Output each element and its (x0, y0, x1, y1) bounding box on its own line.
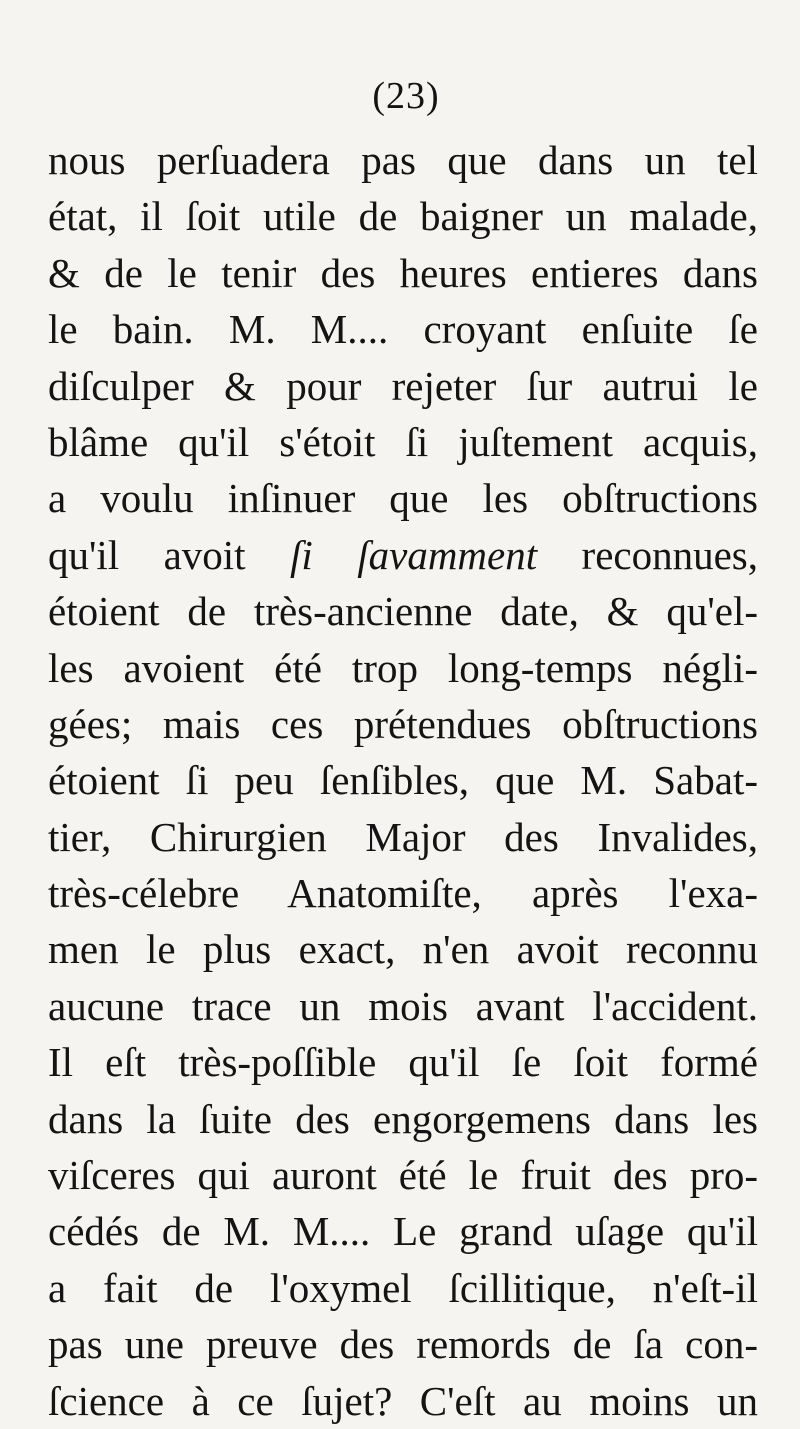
text-line: Il eſt très-poſſible qu'il ſe ſoit formé (48, 1039, 758, 1086)
text-line: gées; mais ces prétendues obſtructions (48, 700, 758, 747)
text-line: viſceres qui auront été le fruit des pro- (48, 1152, 758, 1199)
text-line: étoient de très-ancienne date, & qu'el- (48, 588, 758, 635)
text-line-with-italic (48, 527, 758, 583)
text-line: a voulu inſinuer que les obſtructions (48, 475, 758, 522)
text-line: nous perſuadera pas que dans un tel (48, 137, 758, 183)
text-line: & de le tenir des heures entieres dans (48, 249, 758, 296)
line-segment: qu'il avoit (48, 531, 291, 578)
italic-phrase: ſi ſavamment (290, 531, 538, 578)
text-line: tier, Chirurgien Major des Invalides, (48, 813, 758, 860)
text-line: état, il ſoit utile de baigner un malade, (48, 193, 758, 240)
text-line: dans la ſuite des engorgemens dans les (48, 1095, 758, 1142)
text-line: aucune trace un mois avant l'accident. (48, 982, 758, 1029)
text-line: blâme qu'il s'étoit ſi juſtement acquis, (48, 418, 758, 465)
text-line: étoient ſi peu ſenſibles, que M. Sabat- (48, 757, 758, 804)
text-line: cédés de M. M.... Le grand uſage qu'il (48, 1208, 758, 1255)
page-number: (23) (372, 75, 440, 117)
text-line: très-célebre Anatomiſte, après l'exa- (48, 870, 758, 917)
text-line: pas une preuve des remords de ſa con- (48, 1321, 758, 1368)
text-line: a fait de l'oxymel ſcillitique, n'eſt-il (48, 1264, 758, 1311)
text-line: diſculper & pour rejeter ſur autrui le (48, 362, 758, 409)
text-line: les avoient été trop long-temps négli- (48, 644, 758, 691)
text-line: ſcience à ce ſujet? C'eſt au moins un (48, 1377, 758, 1424)
text-line: men le plus exact, n'en avoit reconnu (48, 926, 758, 973)
line-segment: reconnues, (537, 531, 758, 578)
text-line: le bain. M. M.... croyant enſuite ſe (48, 306, 758, 353)
body-text (48, 132, 758, 1429)
